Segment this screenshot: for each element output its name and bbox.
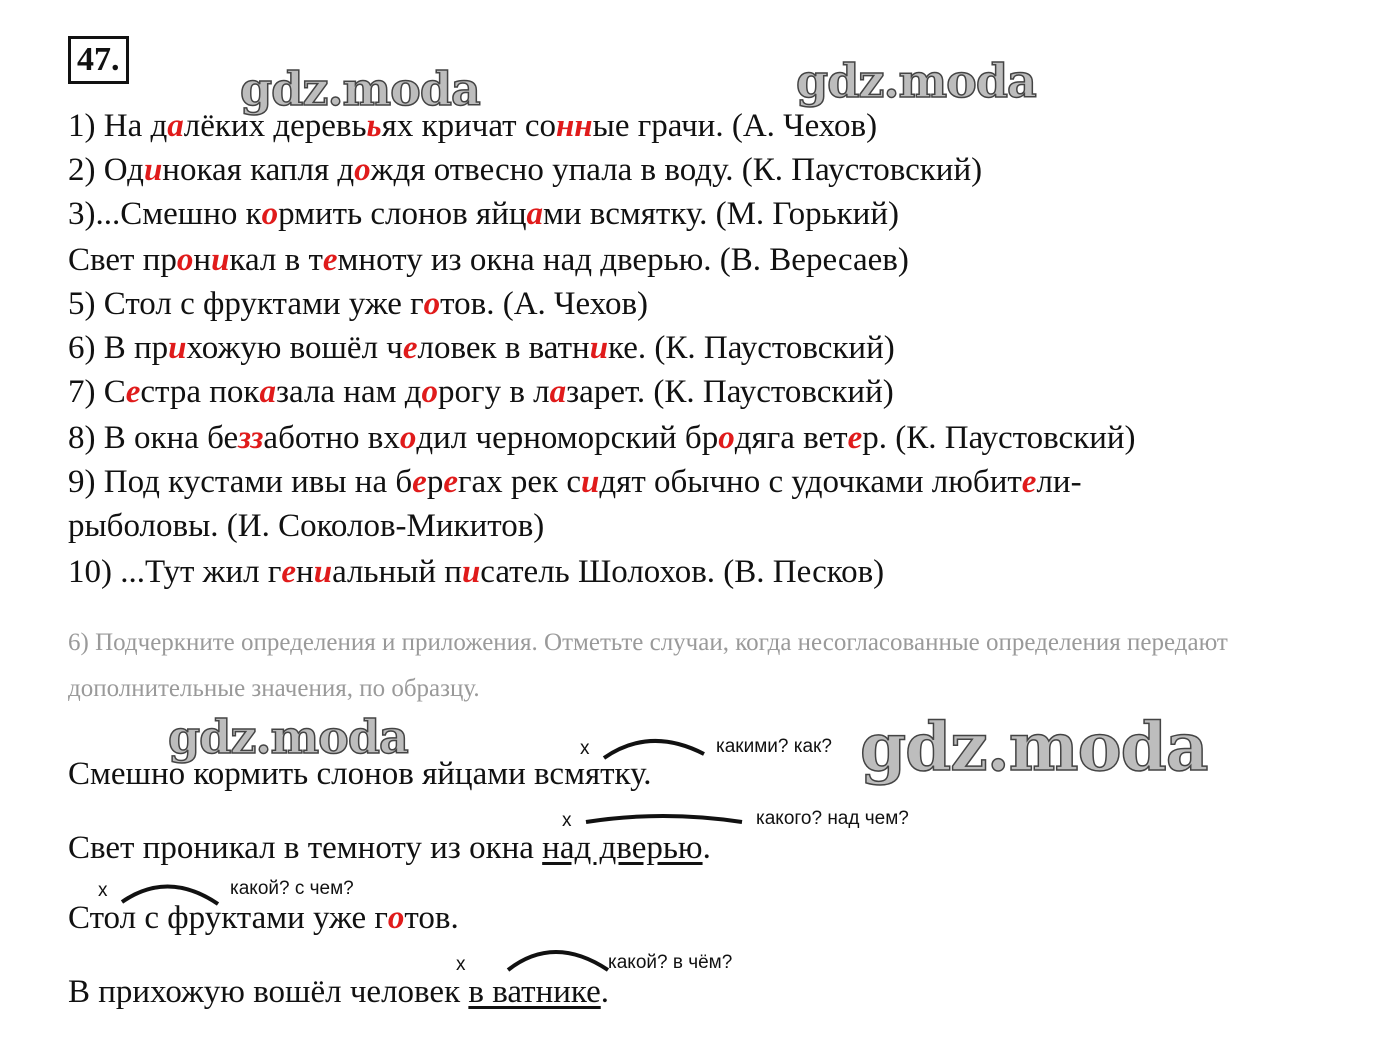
sentence-text: 3)...Смешно к	[68, 196, 262, 232]
sentence-text: дил черноморский бр	[416, 420, 719, 456]
watermark-1: gdz.moda	[240, 62, 480, 116]
example-2-underline: над дверью	[542, 830, 703, 866]
sentence-6	[68, 330, 895, 367]
exercise-number: 47.	[68, 36, 129, 84]
watermark-3: gdz.moda	[168, 710, 408, 764]
highlighted-letter: а	[167, 108, 184, 144]
example-4-mark: х	[456, 954, 466, 975]
sentence-text: нокая капля д	[162, 152, 355, 188]
sentence-text: зарет. (К. Паустовский)	[566, 374, 894, 410]
highlighted-letter: е	[443, 464, 458, 500]
highlighted-letter: нн	[555, 108, 593, 144]
sentence-text: 8) В окна бе	[68, 420, 239, 456]
highlighted-letter: и	[168, 330, 187, 366]
highlighted-letter: е	[1021, 464, 1037, 500]
sentence-text: 2) Од	[68, 152, 144, 188]
task-instruction: 6) Подчеркните определения и приложения. Отметьте случаи, когда несогласованные определения передают дополнительные значения, по образцу.	[68, 629, 1228, 702]
highlighted-letter: и	[461, 554, 481, 590]
highlighted-letter: е	[847, 420, 863, 456]
highlighted-letter: е	[281, 554, 297, 590]
sentence-text: н	[296, 554, 314, 590]
sentence-text: тов. (А. Чехов)	[440, 286, 649, 322]
highlighted-letter: е	[125, 374, 141, 410]
sentence-text: рыболовы. (И. Соколов-Микитов)	[68, 508, 545, 544]
example-2-sentence: Свет проникал в темноту из окна над дверью.	[68, 830, 711, 866]
highlighted-letter: и	[580, 464, 600, 500]
example-3-question: какой? с чем?	[230, 878, 354, 899]
example-4-sentence: В прихожую вошёл человек в ватнике.	[68, 974, 609, 1010]
sentence-text: деревь	[265, 108, 367, 144]
highlighted-letter: о	[354, 152, 371, 188]
example-4-arc	[504, 942, 614, 974]
sentence-text: лёких	[183, 108, 266, 144]
sentence-5	[68, 286, 648, 323]
sentence-text: гах рек с	[457, 464, 581, 500]
sentence-10	[68, 508, 544, 545]
sentence-text: 10) ...Тут жил г	[68, 554, 282, 590]
watermark-2: gdz.moda	[796, 54, 1036, 108]
highlighted-letter: е	[322, 242, 338, 278]
sentence-text: хожую вошёл ч	[186, 330, 403, 366]
sentence-text: ждя отвесно упала в воду. (К. Паустовский)	[370, 152, 983, 188]
example-2-question: какого? над чем?	[756, 808, 909, 829]
highlighted-letter: ь	[366, 108, 382, 144]
sentence-text: р	[426, 464, 444, 500]
highlighted-letter: о	[261, 196, 279, 232]
sentence-text: дяга вет	[734, 420, 848, 456]
sentence-text: кал в т	[229, 242, 323, 278]
sentence-7	[68, 374, 894, 411]
sentence-4	[68, 242, 909, 279]
sentence-1	[68, 108, 877, 145]
highlighted-letter: а	[526, 196, 544, 232]
example-2-mark: х	[562, 810, 572, 831]
highlighted-letter: зз	[238, 420, 264, 456]
highlighted-letter: и	[313, 554, 333, 590]
sentence-3	[68, 196, 899, 233]
sentence-text: 9) Под кустами ивы на б	[68, 464, 413, 500]
sentence-text: аботно вх	[263, 420, 400, 456]
sentence-11	[68, 554, 884, 591]
example-4-question: какой? в чём?	[608, 952, 733, 973]
sentence-2	[68, 152, 982, 189]
sentence-text: мноту из окна над дверью. (В. Вересаев)	[337, 242, 909, 278]
highlighted-letter: о	[399, 420, 417, 456]
sentence-text: зала нам д	[275, 374, 422, 410]
sentence-text: 6) В пр	[68, 330, 169, 366]
sentence-text: ые грачи. (А. Чехов)	[592, 108, 878, 144]
sentence-text: ке. (К. Паустовский)	[608, 330, 895, 366]
example-3-mark: х	[98, 880, 108, 901]
highlighted-letter: е	[402, 330, 418, 366]
highlighted-letter: а	[549, 374, 567, 410]
sentence-text: Свет пр	[68, 242, 177, 278]
highlighted-letter: и	[589, 330, 609, 366]
highlighted-letter: и	[143, 152, 163, 188]
sentence-text: стра пок	[140, 374, 260, 410]
sentence-text: альный п	[332, 554, 462, 590]
sentence-text: рмить слонов яйц	[278, 196, 527, 232]
sentence-text: рогу в л	[438, 374, 550, 410]
sentence-text: ми всмятку. (М. Горький)	[543, 196, 899, 232]
sentence-text: н	[193, 242, 212, 278]
highlighted-letter: о	[423, 286, 441, 322]
example-4-underline: в ватнике	[468, 974, 601, 1010]
highlighted-letter: о	[718, 420, 735, 456]
sentence-text: ях кричат со	[381, 108, 556, 144]
sentence-text: 1) На д	[68, 108, 168, 144]
highlighted-letter: о	[421, 374, 439, 410]
highlighted-letter: и	[211, 242, 230, 278]
sentence-text: ловек в ватн	[417, 330, 590, 366]
example-1-question: какими? как?	[716, 736, 832, 757]
highlighted-letter: а	[259, 374, 276, 410]
sentence-8	[68, 420, 1136, 457]
highlighted-letter: е	[412, 464, 427, 500]
sentence-text: ли-	[1036, 464, 1082, 500]
sentence-text: р. (К. Паустовский)	[862, 420, 1136, 456]
sentence-text: 7) С	[68, 374, 126, 410]
example-2-arc	[582, 806, 752, 826]
watermark-4: gdz.moda	[860, 708, 1208, 786]
sentence-text: 5) Стол с фруктами уже г	[68, 286, 424, 322]
highlighted-letter: о	[176, 242, 194, 278]
sentence-9	[68, 464, 1082, 501]
sentence-text: дят обычно с удочками любит	[599, 464, 1022, 500]
example-3-sentence: Стол с фруктами уже готов.	[68, 900, 459, 936]
sentence-text: сатель Шолохов. (В. Песков)	[480, 554, 885, 590]
example-1-sentence: Смешно кормить слонов яйцами всмятку.	[68, 756, 652, 792]
example-1-mark: х	[580, 738, 590, 759]
